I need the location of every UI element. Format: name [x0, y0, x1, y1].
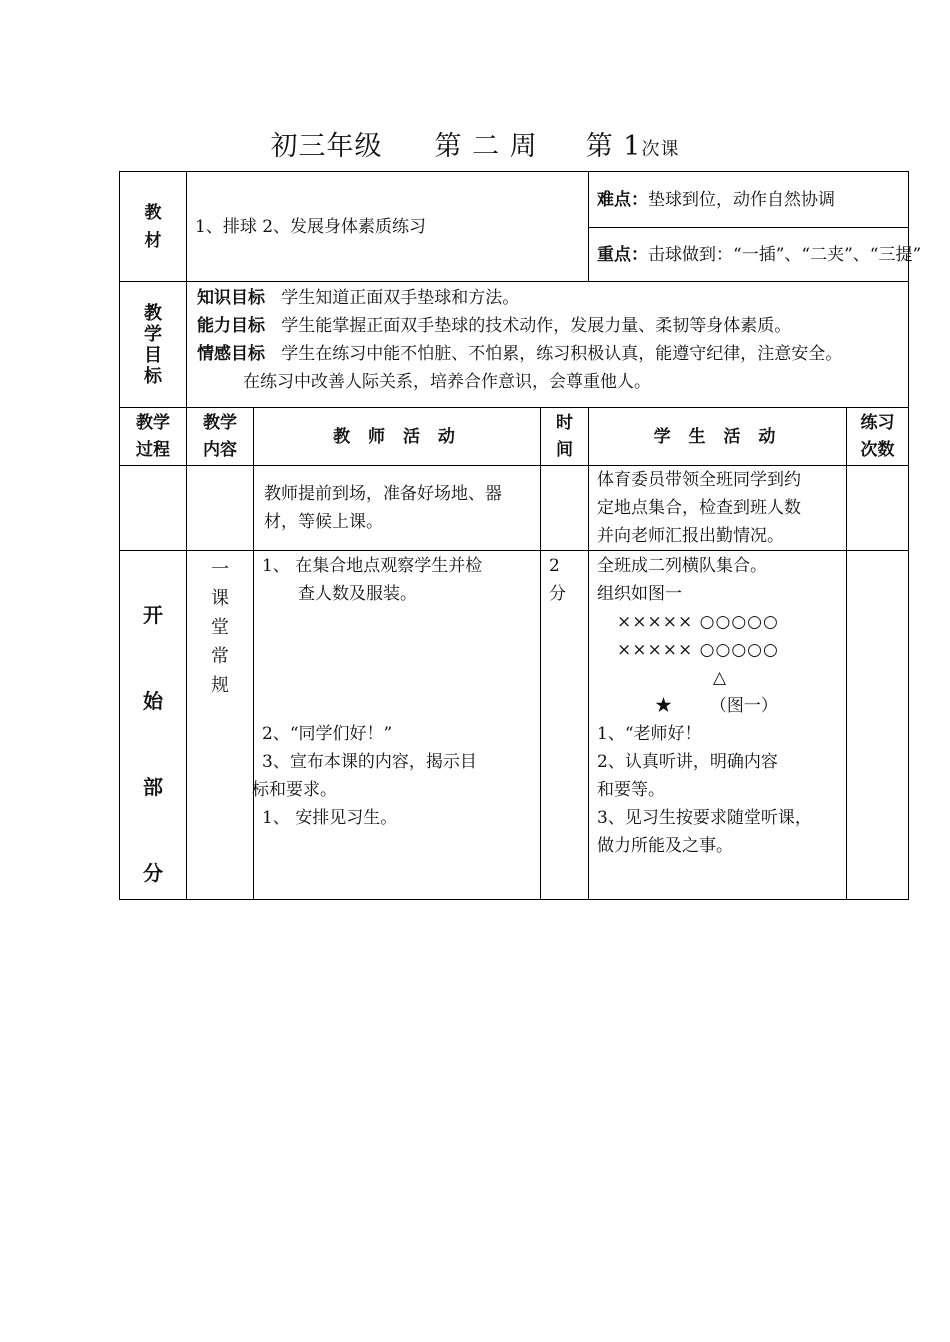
- header-student: 学 生 活 动: [589, 408, 847, 466]
- teacher-line: 1、 安排见习生。: [262, 808, 398, 828]
- key-label: 重点：: [597, 244, 649, 265]
- key-point-cell: [589, 228, 922, 282]
- student-line: 全班成二列横队集合。: [597, 556, 768, 576]
- header-teacher: 教 师 活 动: [254, 408, 541, 466]
- goal-label: 知识目标: [197, 288, 265, 308]
- phase-char: 开: [143, 603, 163, 627]
- header-content-line: 内容: [203, 439, 237, 460]
- content-char: 常: [211, 646, 229, 667]
- header-process: [120, 408, 187, 466]
- diagram-caption-row: [597, 692, 840, 720]
- title-lesson-num: 1: [623, 131, 642, 162]
- phase-char: 分: [143, 861, 163, 885]
- teacher-line: 1、 在集合地点观察学生并检: [262, 556, 483, 576]
- prep-content-cell: [187, 466, 254, 551]
- material-label: [120, 172, 187, 282]
- difficulty-cell: [589, 172, 909, 228]
- diagram-caption: （图一）: [709, 696, 778, 716]
- goal-text: 学生能掌握正面双手垫球的技术动作，发展力量、柔韧等身体素质。: [281, 316, 792, 336]
- teacher-line: 标和要求。: [252, 780, 337, 800]
- goals-label-char: 学: [144, 323, 162, 345]
- goals-label: [120, 282, 187, 408]
- formation-row: ××××× ○○○○○: [617, 612, 779, 632]
- header-content-line: 教学: [203, 412, 237, 433]
- goals-content: [187, 282, 909, 408]
- content-char: 一: [211, 559, 229, 580]
- teacher-line: 3、宣布本课的内容，揭示目: [262, 752, 477, 772]
- content-char: 堂: [211, 617, 229, 638]
- difficulty-text: 垫球到位，动作自然协调: [648, 189, 836, 210]
- header-content: [187, 408, 254, 466]
- title-week: 第 二 周: [434, 131, 538, 162]
- goals-label-char: 教: [144, 302, 162, 324]
- lesson-plan-table: [119, 171, 922, 900]
- goal-knowledge: [197, 284, 898, 312]
- content-label: [187, 551, 253, 700]
- student-line: 和要等。: [597, 780, 666, 800]
- goal-text: 学生在练习中能不怕脏、不怕累，练习积极认真，能遵守纪律，注意安全。: [281, 344, 843, 364]
- time-line: 分: [549, 584, 566, 604]
- prep-student-line: 并向老师汇报出勤情况。: [597, 526, 785, 546]
- header-process-line: 过程: [136, 439, 170, 460]
- material-label-char: 材: [144, 230, 162, 251]
- difficulty-label: 难点：: [597, 189, 649, 210]
- header-time-line: 时: [556, 412, 574, 433]
- goal-emotion: [197, 340, 898, 368]
- start-content-cell: [187, 551, 254, 900]
- student-line: 做力所能及之事。: [597, 836, 734, 856]
- prep-reps-cell: [847, 466, 909, 551]
- teacher-position-marker: △: [713, 668, 727, 688]
- phase-label: [120, 551, 186, 899]
- content-char: 课: [211, 588, 229, 609]
- teacher-line: 查人数及服装。: [298, 584, 417, 604]
- key-text: 击球做到：“一插”、“二夹”、“三提”: [648, 244, 922, 265]
- time-line: 2: [549, 556, 560, 576]
- prep-teacher-cell: 教师提前到场，准备好场地、器材，等候上课。: [254, 466, 541, 551]
- header-reps-line: 次数: [860, 439, 895, 460]
- goal-label: 能力目标: [197, 316, 265, 336]
- material-label-char: 教: [144, 202, 162, 223]
- header-process-line: 教学: [136, 412, 170, 433]
- header-time: [541, 408, 589, 466]
- page-title: [0, 124, 950, 163]
- student-line: 1、“老师好！: [597, 724, 702, 744]
- goal-label: 情感目标: [197, 344, 265, 364]
- student-line: 组织如图一: [597, 584, 683, 604]
- prep-student-line: 定地点集合，检查到班人数: [597, 498, 802, 518]
- title-lesson-prefix: 第: [585, 131, 614, 162]
- prep-student-line: 体育委员带领全班同学到约: [597, 470, 802, 490]
- student-line: 2、认真听讲，明确内容: [597, 752, 778, 772]
- content-char: 规: [211, 675, 229, 696]
- start-time-cell: [541, 551, 589, 900]
- goal-ability: [197, 312, 898, 340]
- teacher-line: 2、“同学们好！”: [262, 724, 393, 744]
- title-lesson-suffix: 次课: [641, 139, 680, 160]
- goal-text: 学生知道正面双手垫球和方法。: [281, 288, 520, 308]
- start-teacher-cell: [254, 551, 541, 900]
- title-grade: 初三年级: [270, 131, 383, 162]
- goal-extra: 在练习中改善人际关系，培养合作意识，会尊重他人。: [243, 372, 651, 392]
- star-marker: ★: [655, 696, 673, 716]
- prep-process-cell: [120, 466, 187, 551]
- formation-row: ××××× ○○○○○: [617, 640, 779, 660]
- start-reps-cell: [847, 551, 909, 900]
- prep-student-cell: [589, 466, 847, 551]
- header-reps-line: 练习: [860, 412, 895, 433]
- header-time-line: 间: [556, 439, 574, 460]
- goals-label-char: 目: [144, 344, 162, 366]
- goals-label-char: 标: [144, 365, 162, 387]
- phase-char: 部: [143, 775, 163, 799]
- header-reps: [847, 408, 909, 466]
- material-content: 1、排球 2、发展身体素质练习: [187, 172, 589, 282]
- student-line: 3、见习生按要求随堂听课，: [597, 808, 812, 828]
- start-phase-cell: [120, 551, 187, 900]
- phase-char: 始: [143, 689, 163, 713]
- prep-time-cell: [541, 466, 589, 551]
- start-student-cell: [589, 551, 847, 900]
